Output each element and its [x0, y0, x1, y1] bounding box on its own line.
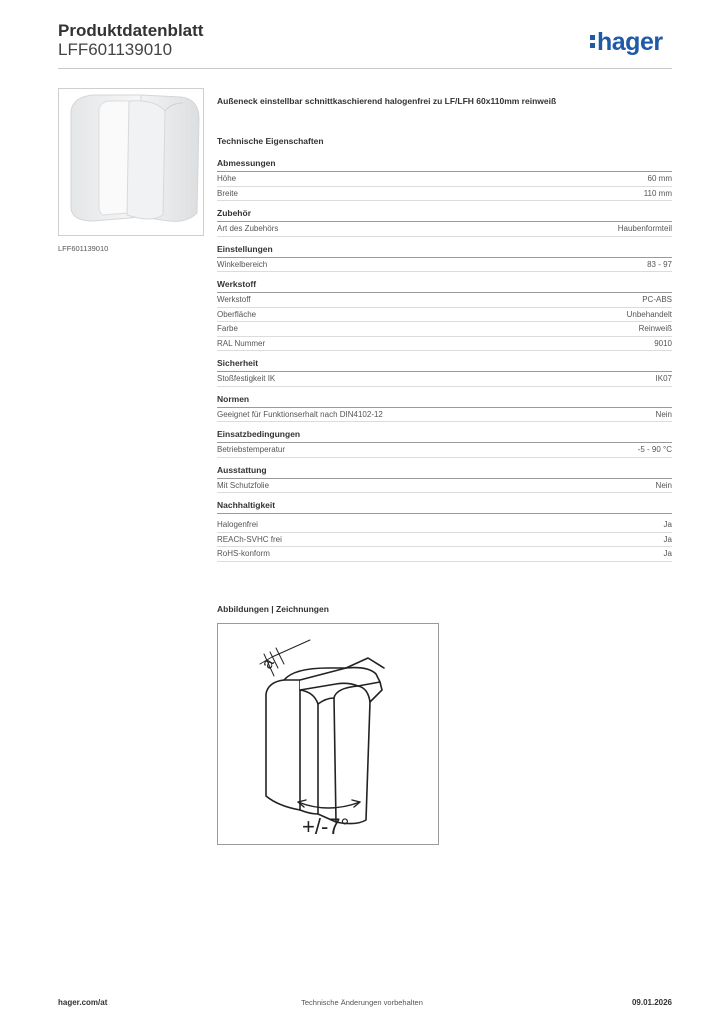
- property-value: Ja: [663, 520, 672, 529]
- property-row: [217, 479, 672, 494]
- corner-drawing-icon: [218, 624, 438, 844]
- property-row: [217, 258, 672, 273]
- section-heading: Zubehör: [217, 208, 672, 222]
- section: [217, 244, 672, 273]
- property-row: [217, 533, 672, 548]
- property-row: [217, 222, 672, 237]
- property-row: [217, 372, 672, 387]
- angle-label: +/-7°: [302, 814, 350, 839]
- section-heading: Sicherheit: [217, 358, 672, 372]
- property-value: Haubenformteil: [617, 224, 672, 233]
- product-title: Außeneck einstellbar schnittkaschierend halogenfrei zu LF/LFH 60x110mm reinweiß: [217, 96, 557, 106]
- property-label: Art des Zubehörs: [217, 224, 279, 233]
- section: [217, 158, 672, 201]
- property-label: Farbe: [217, 324, 238, 333]
- property-row: [217, 408, 672, 423]
- page-title: Produktdatenblatt: [58, 21, 204, 40]
- hager-logo: [590, 28, 663, 57]
- dimension-label: a: [258, 655, 278, 672]
- section: [217, 358, 672, 387]
- property-label: Werkstoff: [217, 295, 251, 304]
- section: [217, 429, 672, 458]
- product-thumbnail: [58, 88, 204, 236]
- property-label: Geeignet für Funktionserhalt nach DIN4102-12: [217, 409, 383, 419]
- property-row: [217, 547, 672, 562]
- property-value: IK07: [655, 374, 672, 383]
- drawings-heading: Abbildungen | Zeichnungen: [217, 604, 329, 614]
- property-label: Oberfläche: [217, 309, 257, 319]
- section: [217, 500, 672, 562]
- footer-website: hager.com/at: [58, 998, 108, 1007]
- property-value: Nein: [655, 480, 672, 490]
- property-row: [217, 308, 672, 323]
- property-value: 60 mm: [647, 174, 672, 183]
- properties-list: [217, 158, 672, 562]
- article-number: LFF601139010: [58, 40, 173, 59]
- property-value: Reinweiß: [638, 324, 672, 333]
- property-label: Stoßfestigkeit IK: [217, 374, 276, 383]
- property-label: REACh-SVHC frei: [217, 534, 282, 544]
- footer-notice: Technische Änderungen vorbehalten: [301, 998, 423, 1007]
- header-divider: [58, 68, 672, 69]
- section: [217, 279, 672, 351]
- property-value: 83 - 97: [647, 259, 672, 269]
- property-label: RoHS-konform: [217, 549, 270, 558]
- section-heading: Abmessungen: [217, 158, 672, 172]
- property-row: [217, 187, 672, 202]
- logo-text: hager: [597, 28, 663, 56]
- section-heading: Einstellungen: [217, 244, 672, 258]
- property-value: Ja: [663, 534, 672, 544]
- property-value: 9010: [654, 338, 672, 348]
- tech-properties-heading: Technische Eigenschaften: [217, 136, 324, 146]
- property-value: Ja: [663, 549, 672, 558]
- property-row: [217, 322, 672, 337]
- property-label: Winkelbereich: [217, 259, 268, 269]
- property-label: Mit Schutzfolie: [217, 480, 270, 490]
- section-heading: Einsatzbedingungen: [217, 429, 672, 443]
- property-row: [217, 337, 672, 352]
- properties-column: [217, 96, 672, 569]
- property-row: [217, 172, 672, 187]
- technical-drawing: [217, 623, 439, 845]
- property-value: 110 mm: [643, 188, 672, 198]
- property-row: [217, 518, 672, 533]
- property-label: Höhe: [217, 174, 237, 183]
- property-label: Breite: [217, 188, 238, 198]
- property-row: [217, 443, 672, 458]
- section-heading: Normen: [217, 394, 672, 408]
- property-value: -5 - 90 °C: [637, 445, 672, 454]
- footer-date: 09.01.2026: [631, 998, 672, 1007]
- property-value: Unbehandelt: [626, 309, 672, 319]
- thumbnail-caption: LFF601139010: [58, 244, 109, 253]
- section: [217, 465, 672, 494]
- logo-colon-icon: [590, 33, 595, 49]
- product-photo-icon: [59, 89, 203, 235]
- section: [217, 208, 672, 237]
- property-label: Halogenfrei: [217, 520, 258, 529]
- property-label: RAL Nummer: [217, 338, 266, 348]
- section-heading: Ausstattung: [217, 465, 672, 479]
- property-value: Nein: [655, 409, 672, 419]
- property-label: Betriebstemperatur: [217, 445, 286, 454]
- section-heading: Nachhaltigkeit: [217, 500, 672, 514]
- property-value: PC-ABS: [642, 295, 672, 304]
- section-heading: Werkstoff: [217, 279, 672, 293]
- property-row: [217, 293, 672, 308]
- section: [217, 394, 672, 423]
